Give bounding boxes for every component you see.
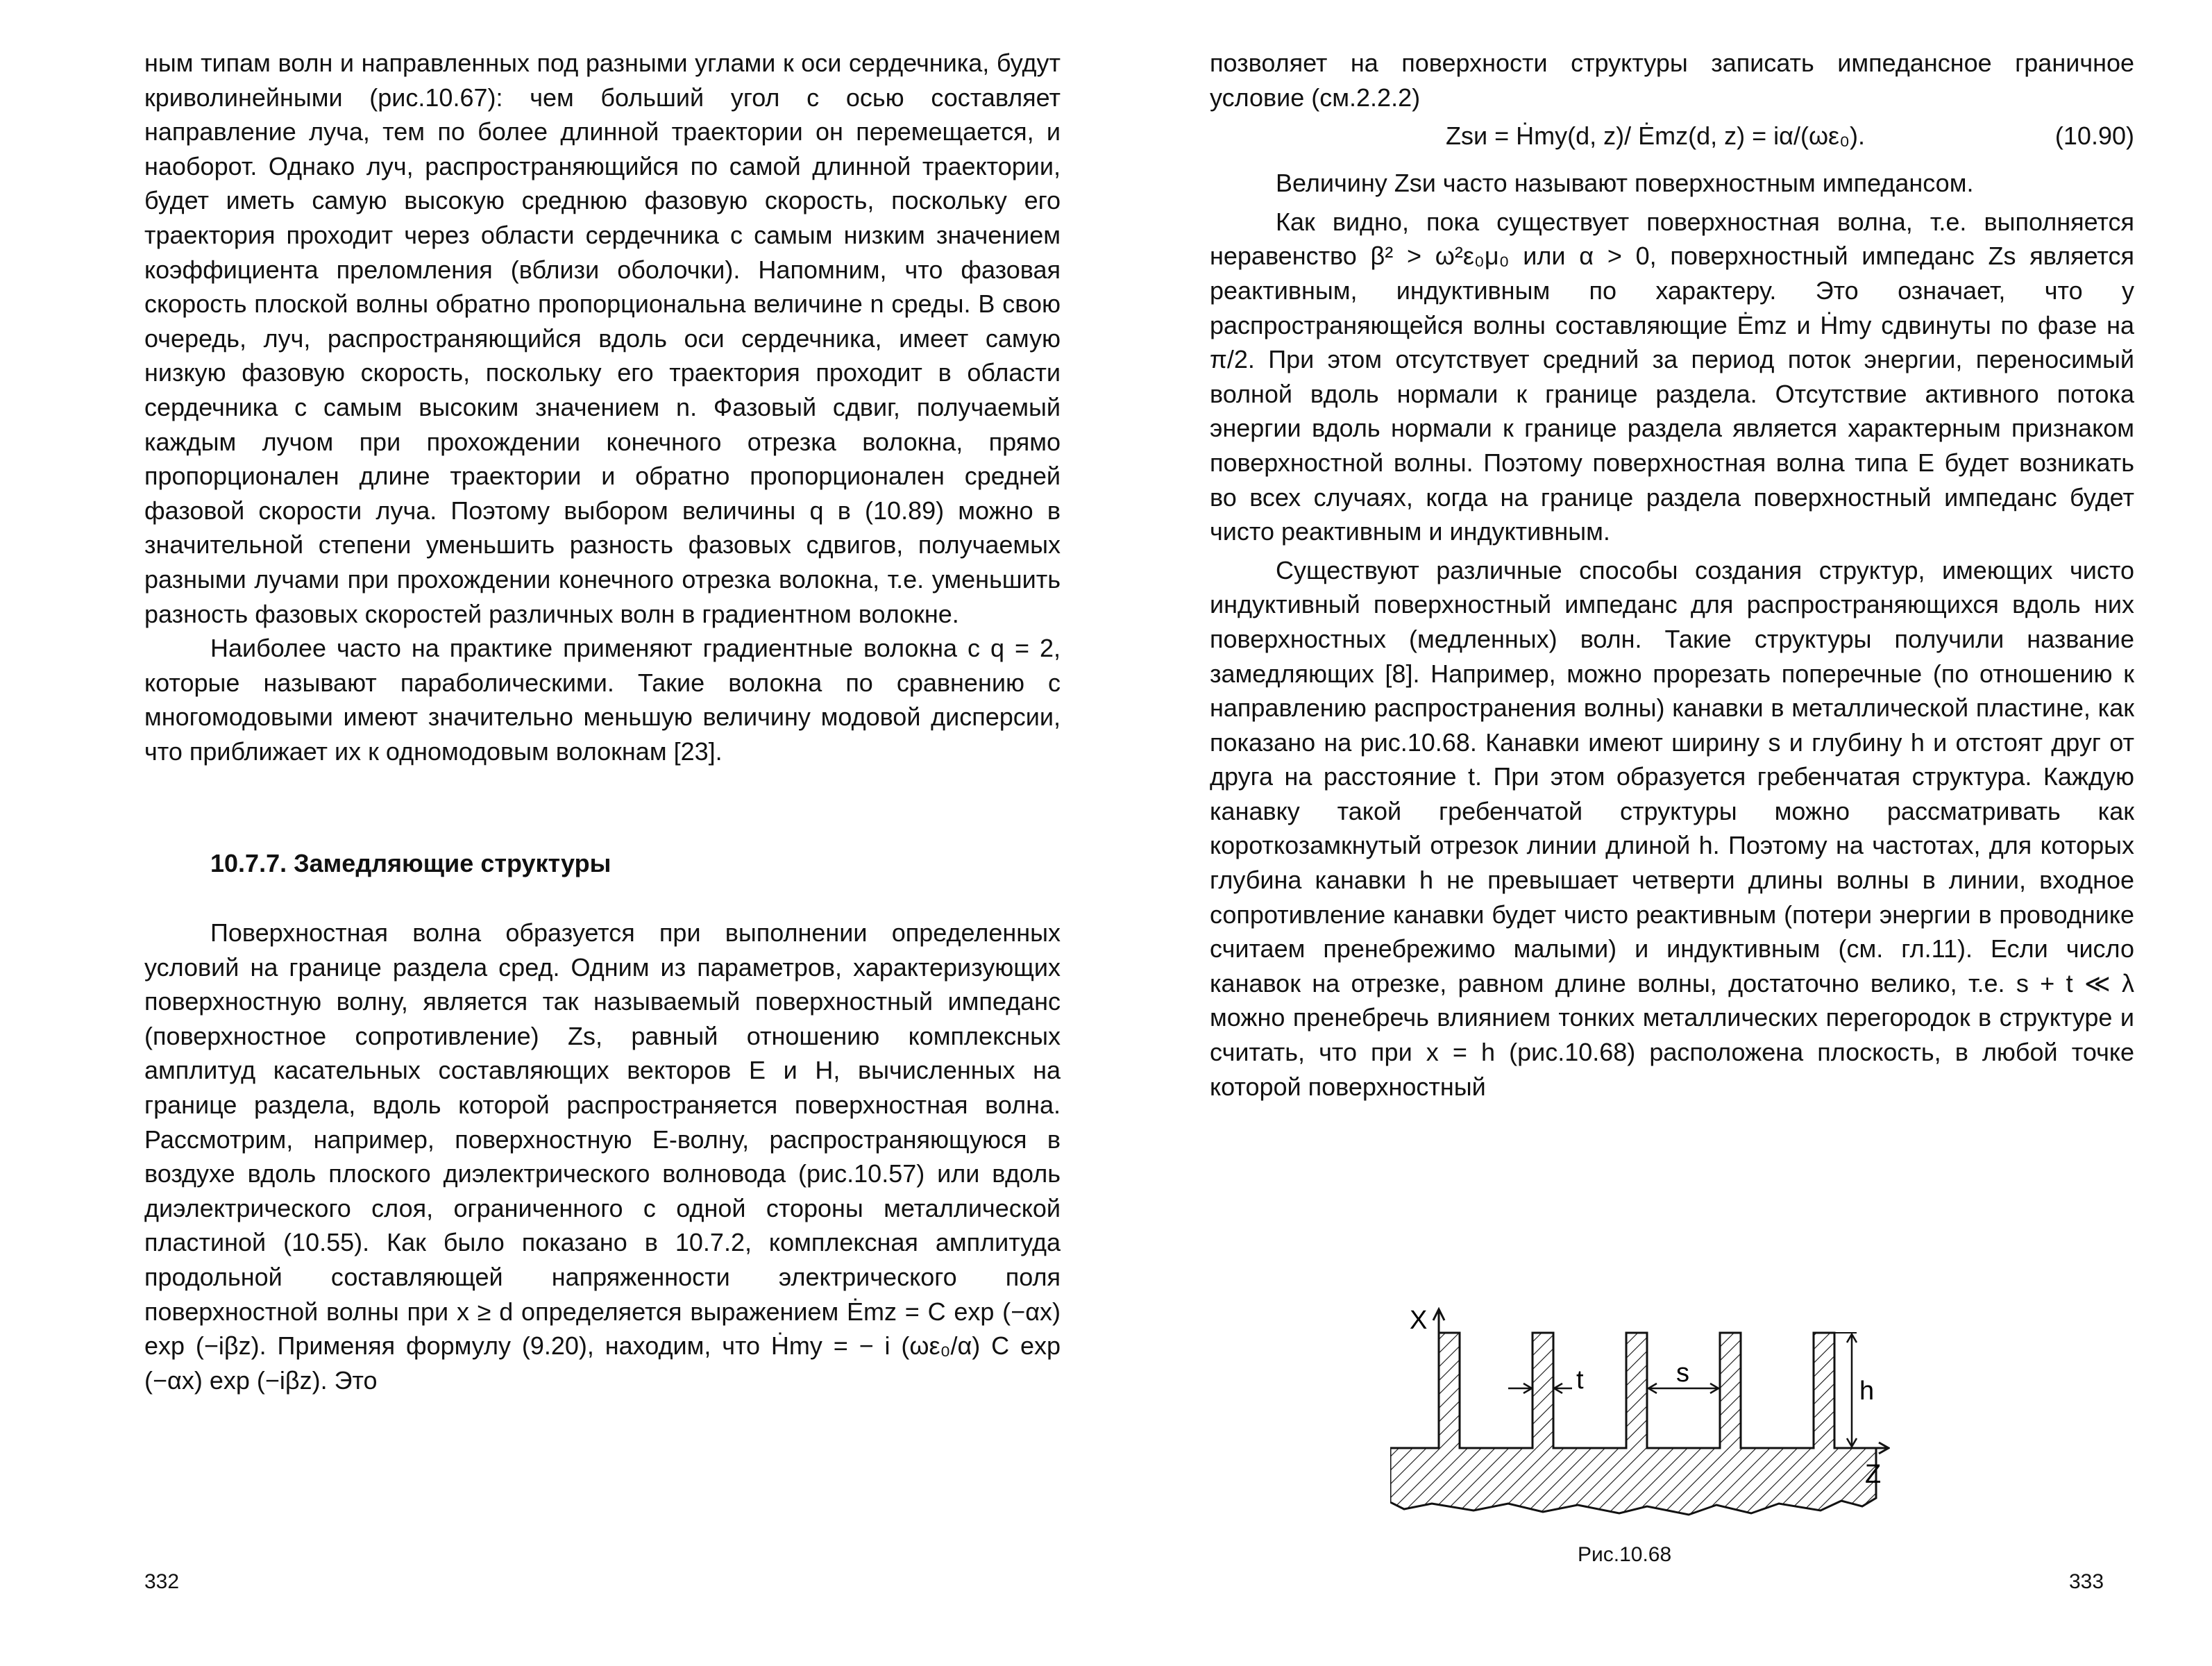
section-heading: 10.7.7. Замедляющие структуры [210, 849, 611, 878]
right-paragraph-4: Существуют различные способы создания структур, имеющих чисто индуктивный поверхностный импеданс для распространяющихся вдоль них поверхностных (медленных) волн. Такие структуры получили название замедляющих [8]. Например, можно прорезать поперечные (по отношению к направлению распространения волны) канавки в металлической пластине, как показано на рис.10.68. Канавки имеют ширину s и глубину h и отстоят друг от друга на расстояние t. При этом образуется гребенчатая структура. Каждую канавку такой гребенчатой структуры можно рассматривать как короткозамкнутый отрезок линии длиной h. Поэтому на частотах, для которых глубина канавки h не превышает четверти длины волны в линии, входное сопротивление канавки будет чисто реактивным (потери энергии в проводнике считаем пренебрежимо малыми) и индуктивным (см. гл.11). Если число канавок на отрезке, равном длине волны, достаточно велико, т.е. s + t ≪ λ можно пренебречь влиянием тонких металлических перегородок в структуре и считать, что при x = h (рис.10.68) расположена плоскость, в любой точке которой поверхностный [1210, 555, 2134, 1101]
comb-structure-figure [1390, 1305, 1890, 1548]
left-text-column [144, 46, 1061, 1397]
s-label: s [1676, 1358, 1689, 1388]
equation-10-90 [1210, 119, 2134, 162]
left-paragraph-2: Наиболее часто на практике применяют градиентные волокна с q = 2, которые называют параболическими. Такие волокна по сравнению с многомодовыми имеют значительно меньшую величину модовой дисперсии, что приближает их к одномодовым волокнам [23]. [144, 634, 1061, 766]
figure-caption: Рис.10.68 [1578, 1543, 1672, 1566]
left-paragraph-3: Поверхностная волна образуется при выполнении определенных условий на границе раздела сред. Одним из параметров, характеризующих поверхностную волну, является так называемый поверхностный импеданс (поверхностное сопротивление) Zs, равный отношению комплексных амплитуд касательных составляющих векторов E и H, вычисленных на границе раздела, вдоль которой распространяется поверхностная волна. Рассмотрим, например, поверхностную E-волну, распространяющуюся в воздухе вдоль плоского диэлектрического волновода (рис.10.57) или вдоль диэлектрического слоя, ограниченного с одной стороны металлической пластиной (10.55). Как было показано в 10.7.2, комплексная амплитуда продольной составляющей напряженности электрического поля поверхностной волны при x ≥ d определяется выражением Ėmz = C exp (−αx) exp (−iβz). Применяя формулу (9.20), находим, что Ḣmy = − i (ωε₀/α) C exp (−αx) exp (−iβz). Это [144, 918, 1061, 1395]
equation-body: Zsи = Ḣmy(d, z)/ Ėmz(d, z) = iα/(ωε₀). [1446, 121, 1866, 151]
page-number-left: 332 [144, 1570, 180, 1593]
comb-metal-body [1390, 1333, 1876, 1515]
right-page [1106, 0, 2212, 1666]
right-paragraph-1: позволяет на поверхности структуры записать импедансное граничное условие (см.2.2.2) [1210, 49, 2134, 112]
equation-number: (10.90) [2054, 121, 2134, 151]
left-paragraph-1: ным типам волн и направленных под разными углами к оси сердечника, будут криволинейными (рис.10.67): чем больший угол с осью составляет направление луча, тем по более длинной траектории он перемещается, и наоборот. Однако луч, распространяющийся по самой длинной траектории, будет иметь самую высокую среднюю фазовую скорость, поскольку его траектория проходит через области сердечника с самым низким значением коэффициента преломления (вблизи оболочки). Напомним, что фазовая скорость плоской волны обратно пропорциональна величине n среды. В свою очередь, луч, распространяющийся вдоль оси сердечника, имеет самую низкую фазовую скорость, поскольку его траектория проходит в области сердечника с самым высоким значением n. Фазовый сдвиг, получаемый каждым лучом при прохождении конечного отрезка волокна, прямо пропорционален длине траектории и обратно пропорционален средней фазовой скорости луча. Поэтому выбором величины q в (10.89) можно в значительной степени уменьшить разность фазовых сдвигов, получаемых разными лучами при прохождении конечного отрезка волокна, т.е. уменьшить разность фазовых скоростей различных волн в градиентном волокне. [144, 49, 1061, 628]
x-axis-label: X [1410, 1306, 1428, 1335]
right-text-column [1210, 46, 2134, 1104]
page-number-right: 333 [2069, 1570, 2104, 1593]
h-label: h [1859, 1377, 1875, 1406]
h-dimension [1834, 1333, 1857, 1447]
t-label: t [1576, 1365, 1584, 1395]
z-axis-label: Z [1865, 1460, 1882, 1489]
right-paragraph-2: Величину Zsи часто называют поверхностным импедансом. [1276, 169, 1974, 198]
right-paragraph-3: Как видно, пока существует поверхностная волна, т.е. выполняется неравенство β² > ω²ε₀μ₀ или α > 0, поверхностный импеданс Zs является реактивным, индуктивным по характеру. Это означает, что у распространяющейся волны составляющие Ėmz и Ḣmy сдвинуты по фазе на π/2. При этом отсутствует средний за период поток энергии, переносимый волной вдоль нормали к границе раздела. Отсутствие активного потока энергии вдоль нормали к границе раздела является характерным признаком поверхностной волны. Поэтому поверхностная волна типа E будет возникать во всех случаях, когда на границе раздела поверхностный импеданс будет чисто реактивным и индуктивным. [1210, 207, 2134, 546]
